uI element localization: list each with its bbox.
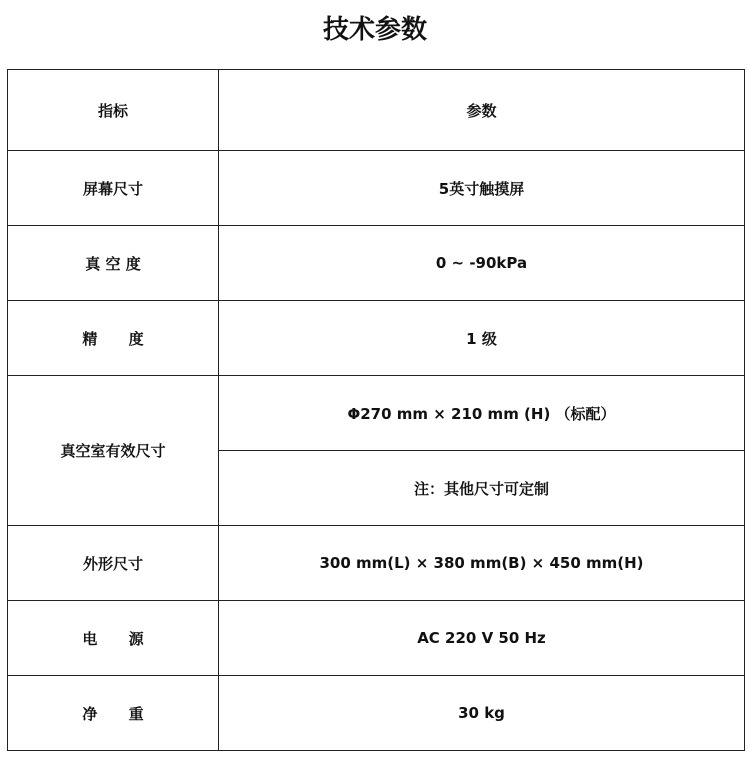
table-row	[8, 601, 745, 676]
row-label-outer-dimensions: 外形尺寸	[8, 526, 219, 601]
table-row	[8, 676, 745, 751]
page-title: 技术参数	[322, 15, 427, 45]
row-value-outer-dimensions: 300 mm(L) × 380 mm(B) × 450 mm(H)	[219, 526, 745, 601]
header-parameter: 参数	[219, 70, 745, 151]
row-value-power: AC 220 V 50 Hz	[219, 601, 745, 676]
table-row	[8, 151, 745, 226]
row-value-vacuum-degree: 0 ~ -90kPa	[219, 226, 745, 301]
row-label-accuracy: 精 度	[8, 301, 219, 376]
row-label-screen-size: 屏幕尺寸	[8, 151, 219, 226]
row-label-power: 电 源	[8, 601, 219, 676]
row-label-vacuum-degree: 真 空 度	[8, 226, 219, 301]
table-row	[8, 301, 745, 376]
row-label-net-weight: 净 重	[8, 676, 219, 751]
table-row	[8, 526, 745, 601]
row-value-accuracy: 1 级	[219, 301, 745, 376]
row-value-screen-size: 5英寸触摸屏	[219, 151, 745, 226]
table-row	[8, 376, 745, 451]
row-value-chamber-size-standard: Φ270 mm × 210 mm (H) （标配）	[219, 376, 745, 451]
row-value-chamber-size-note: 注：其他尺寸可定制	[219, 451, 745, 526]
spec-table	[7, 69, 745, 751]
row-label-chamber-size: 真空室有效尺寸	[8, 376, 219, 526]
table-header-row	[8, 70, 745, 151]
row-value-net-weight: 30 kg	[219, 676, 745, 751]
table-row	[8, 226, 745, 301]
header-indicator: 指标	[8, 70, 219, 151]
